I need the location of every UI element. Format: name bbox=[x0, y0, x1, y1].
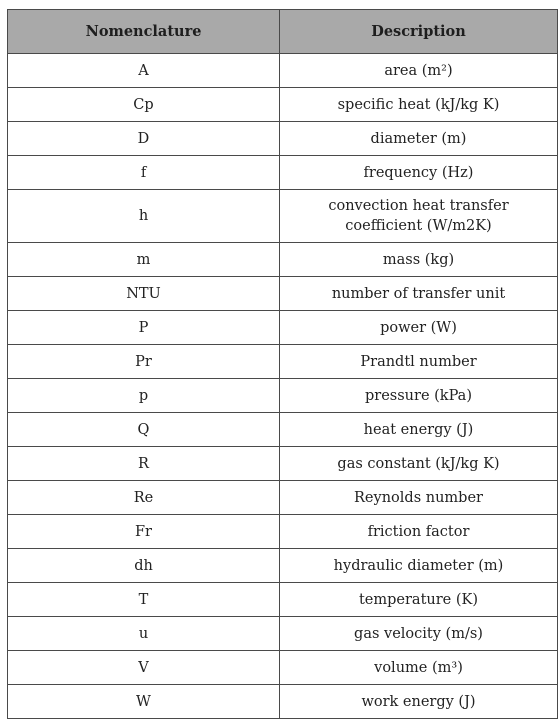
table-row bbox=[8, 481, 558, 515]
symbol-cell: h bbox=[8, 190, 280, 243]
symbol-cell: T bbox=[8, 583, 280, 617]
description-cell: power (W) bbox=[280, 311, 558, 345]
symbol-cell: R bbox=[8, 447, 280, 481]
table-row bbox=[8, 311, 558, 345]
table-row bbox=[8, 651, 558, 685]
description-cell: heat energy (J) bbox=[280, 413, 558, 447]
description-cell: convection heat transfer coefficient (W/m2K) bbox=[280, 190, 558, 243]
symbol-cell: dh bbox=[8, 549, 280, 583]
symbol-cell: V bbox=[8, 651, 280, 685]
table-row bbox=[8, 243, 558, 277]
table-row bbox=[8, 122, 558, 156]
table-row bbox=[8, 156, 558, 190]
table-row bbox=[8, 277, 558, 311]
table-row bbox=[8, 583, 558, 617]
description-cell: gas constant (kJ/kg K) bbox=[280, 447, 558, 481]
nomenclature-table-container bbox=[7, 9, 557, 719]
description-cell: work energy (J) bbox=[280, 685, 558, 719]
table-row bbox=[8, 617, 558, 651]
symbol-cell: Re bbox=[8, 481, 280, 515]
symbol-cell: f bbox=[8, 156, 280, 190]
description-cell: specific heat (kJ/kg K) bbox=[280, 88, 558, 122]
symbol-cell: p bbox=[8, 379, 280, 413]
description-cell: Prandtl number bbox=[280, 345, 558, 379]
description-cell: pressure (kPa) bbox=[280, 379, 558, 413]
description-cell: frequency (Hz) bbox=[280, 156, 558, 190]
table-row bbox=[8, 88, 558, 122]
description-cell: mass (kg) bbox=[280, 243, 558, 277]
symbol-cell: A bbox=[8, 54, 280, 88]
description-cell: hydraulic diameter (m) bbox=[280, 549, 558, 583]
symbol-cell: m bbox=[8, 243, 280, 277]
header-row bbox=[8, 10, 558, 54]
symbol-cell: u bbox=[8, 617, 280, 651]
description-cell: area (m²) bbox=[280, 54, 558, 88]
symbol-cell: Pr bbox=[8, 345, 280, 379]
symbol-cell: D bbox=[8, 122, 280, 156]
table-row bbox=[8, 685, 558, 719]
table-row bbox=[8, 54, 558, 88]
description-cell: friction factor bbox=[280, 515, 558, 549]
symbol-cell: W bbox=[8, 685, 280, 719]
description-cell: Reynolds number bbox=[280, 481, 558, 515]
symbol-cell: P bbox=[8, 311, 280, 345]
header-description: Description bbox=[280, 10, 558, 54]
description-cell: temperature (K) bbox=[280, 583, 558, 617]
nomenclature-table bbox=[7, 9, 558, 719]
table-row bbox=[8, 190, 558, 243]
symbol-cell: Cp bbox=[8, 88, 280, 122]
table-row bbox=[8, 413, 558, 447]
symbol-cell: Fr bbox=[8, 515, 280, 549]
description-cell: number of transfer unit bbox=[280, 277, 558, 311]
table-row bbox=[8, 379, 558, 413]
header-nomenclature: Nomenclature bbox=[8, 10, 280, 54]
table-row bbox=[8, 515, 558, 549]
table-row bbox=[8, 345, 558, 379]
description-cell: diameter (m) bbox=[280, 122, 558, 156]
description-cell: volume (m³) bbox=[280, 651, 558, 685]
table-row bbox=[8, 447, 558, 481]
symbol-cell: NTU bbox=[8, 277, 280, 311]
symbol-cell: Q bbox=[8, 413, 280, 447]
table-row bbox=[8, 549, 558, 583]
description-cell: gas velocity (m/s) bbox=[280, 617, 558, 651]
